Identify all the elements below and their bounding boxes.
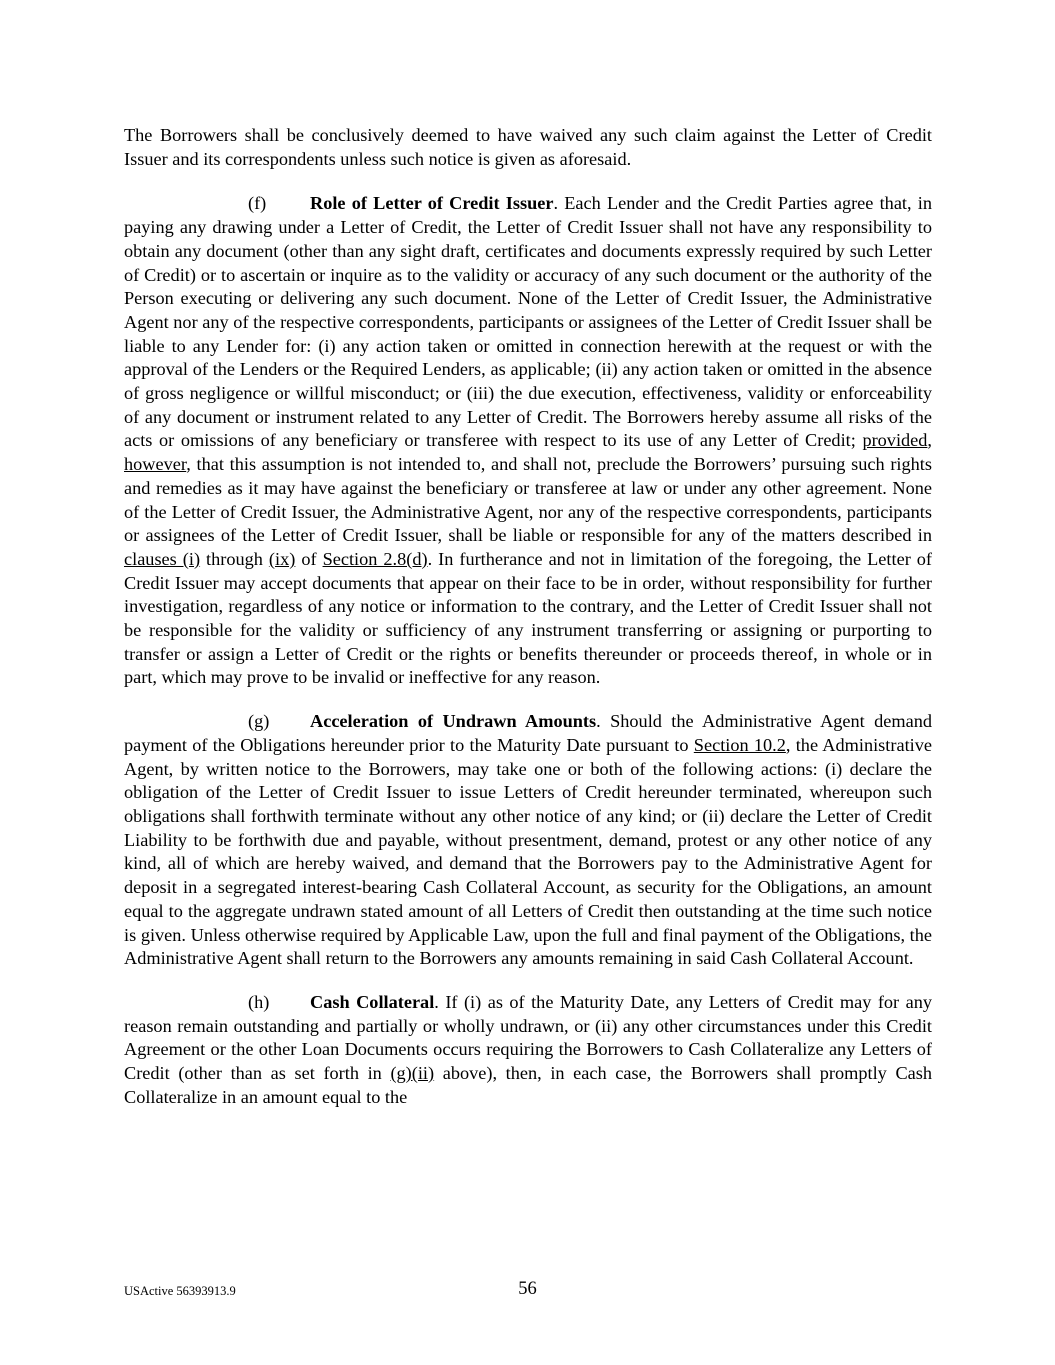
section-g-paragraph <box>124 710 932 971</box>
clauses-i-reference[interactable]: clauses (i) <box>124 548 201 569</box>
section-f-heading: Role of Letter of Credit Issuer <box>310 193 554 214</box>
section-f-paragraph <box>124 192 932 690</box>
section-f-text: through <box>200 548 269 569</box>
clause-ix-reference[interactable]: (ix) <box>268 548 296 569</box>
section-g-label: (g) <box>248 711 270 732</box>
section-h-paragraph <box>124 991 932 1110</box>
intro-text: The Borrowers shall be conclusively deemed to have waived any such claim against the Letter of Credit Issuer and its correspondents unless such notice is given as aforesaid. <box>124 125 932 169</box>
however-term: however <box>124 454 187 475</box>
section-f-label: (f) <box>248 193 267 214</box>
section-g-text: . Should the Administrative Agent demand payment of the Obligations hereunder prior to the Maturity Date pursuant to <box>124 711 933 755</box>
document-page <box>124 124 932 1129</box>
section-g-text: , the Administrative Agent, by written notice to the Borrowers, may take one or both of the following actions: (i) declare the obligation of the Letter of Credit Issuer to issue Letters of Credit hereunder terminated, whereupon such obligations shall forthwith terminate without any other notice of any kind; or (ii) declare the Letter of Credit Liability to be forthwith due and payable, without presentment, demand, protest or any other notice of any kind, all of which are hereby waived, and demand that the Borrowers pay to the Administrative Agent for deposit in a segregated interest-bearing Cash Collateral Account, as security for the Obligations, an amount equal to the aggregate undrawn stated amount of all Letters of Credit then outstanding at the time such notice is given. Unless otherwise required by Applicable Law, upon the full and final payment of the Obligations, the Administrative Agent shall return to the Borrowers any amounts remaining in said Cash Collateral Account. <box>124 734 932 969</box>
section-g-heading: Acceleration of Undrawn Amounts <box>310 711 597 732</box>
provided-term: provided <box>862 430 928 451</box>
section-f-text: . In furtherance and not in limitation of the foregoing, the Letter of Credit Issuer may accept documents that appear on their face to be in order, without responsibility for further investigation, regardless of any notice or information to the contrary, and the Letter of Credit Issuer shall not be responsible for the validity or sufficiency of any instrument transferring or assigning or purporting to transfer or assign a Letter of Credit or the rights or benefits thereunder or proceeds thereof, in whole or in part, which may prove to be invalid or ineffective for any reason. <box>124 548 933 688</box>
section-f-text: , <box>927 430 932 451</box>
intro-paragraph <box>124 124 932 171</box>
section-10-2-reference[interactable]: Section 10.2 <box>693 734 786 755</box>
section-f-text: . Each Lender and the Credit Parties agree that, in paying any drawing under a Letter of Credit, the Letter of Credit Issuer shall not have any responsibility to obtain any document (other than any sight draft, certificates and documents expressly required by such Letter of Credit) or to ascertain or inquire as to the validity or accuracy of any such document or the authority of the Person executing or delivering any such document. None of the Letter of Credit Issuer, the Administrative Agent nor any of the respective correspondents, participants or assignees of the Letter of Credit Issuer shall be liable to any Lender for: (i) any action taken or omitted in connection herewith at the request or with the approval of the Lenders or the Required Lenders, as applicable; (ii) any action taken or omitted in the absence of gross negligence or willful misconduct; or (iii) the due execution, effectiveness, validity or enforceability of any document or instrument related to any Letter of Credit. The Borrowers hereby assume all risks of the acts or omissions of any beneficiary or transferee with respect to its use of any Letter of Credit; <box>124 193 932 451</box>
section-h-text: above), then, in each case, the Borrowers shall promptly Cash Collateralize in an amount equal to the <box>124 1063 933 1107</box>
section-2-8-d-reference[interactable]: Section 2.8(d) <box>322 548 428 569</box>
page-number: 56 <box>518 1279 537 1299</box>
g-ii-reference[interactable]: (g)(ii) <box>390 1063 435 1084</box>
section-f-text: , that this assumption is not intended to, and shall not, preclude the Borrowers’ pursuing such rights and remedies as it may have against the beneficiary or transferee at law or under any other agreement. None of the Letter of Credit Issuer, the Administrative Agent, nor any of the respective correspondents, participants or assignees of the Letter of Credit Issuer, shall be liable or responsible for any of the matters described in <box>124 454 932 546</box>
section-h-text: . If (i) as of the Maturity Date, any Letters of Credit may for any reason remain outstanding and partially or wholly undrawn, or (ii) any other circumstances under this Credit Agreement or the other Loan Documents occurs requiring the Borrowers to Cash Collateralize any Letters of Credit (other than as set forth in <box>124 991 933 1084</box>
footer-document-id: USActive 56393913.9 <box>124 1284 236 1298</box>
section-h-heading: Cash Collateral <box>310 991 435 1012</box>
section-h-label: (h) <box>248 991 270 1012</box>
section-f-text: of <box>295 548 323 569</box>
